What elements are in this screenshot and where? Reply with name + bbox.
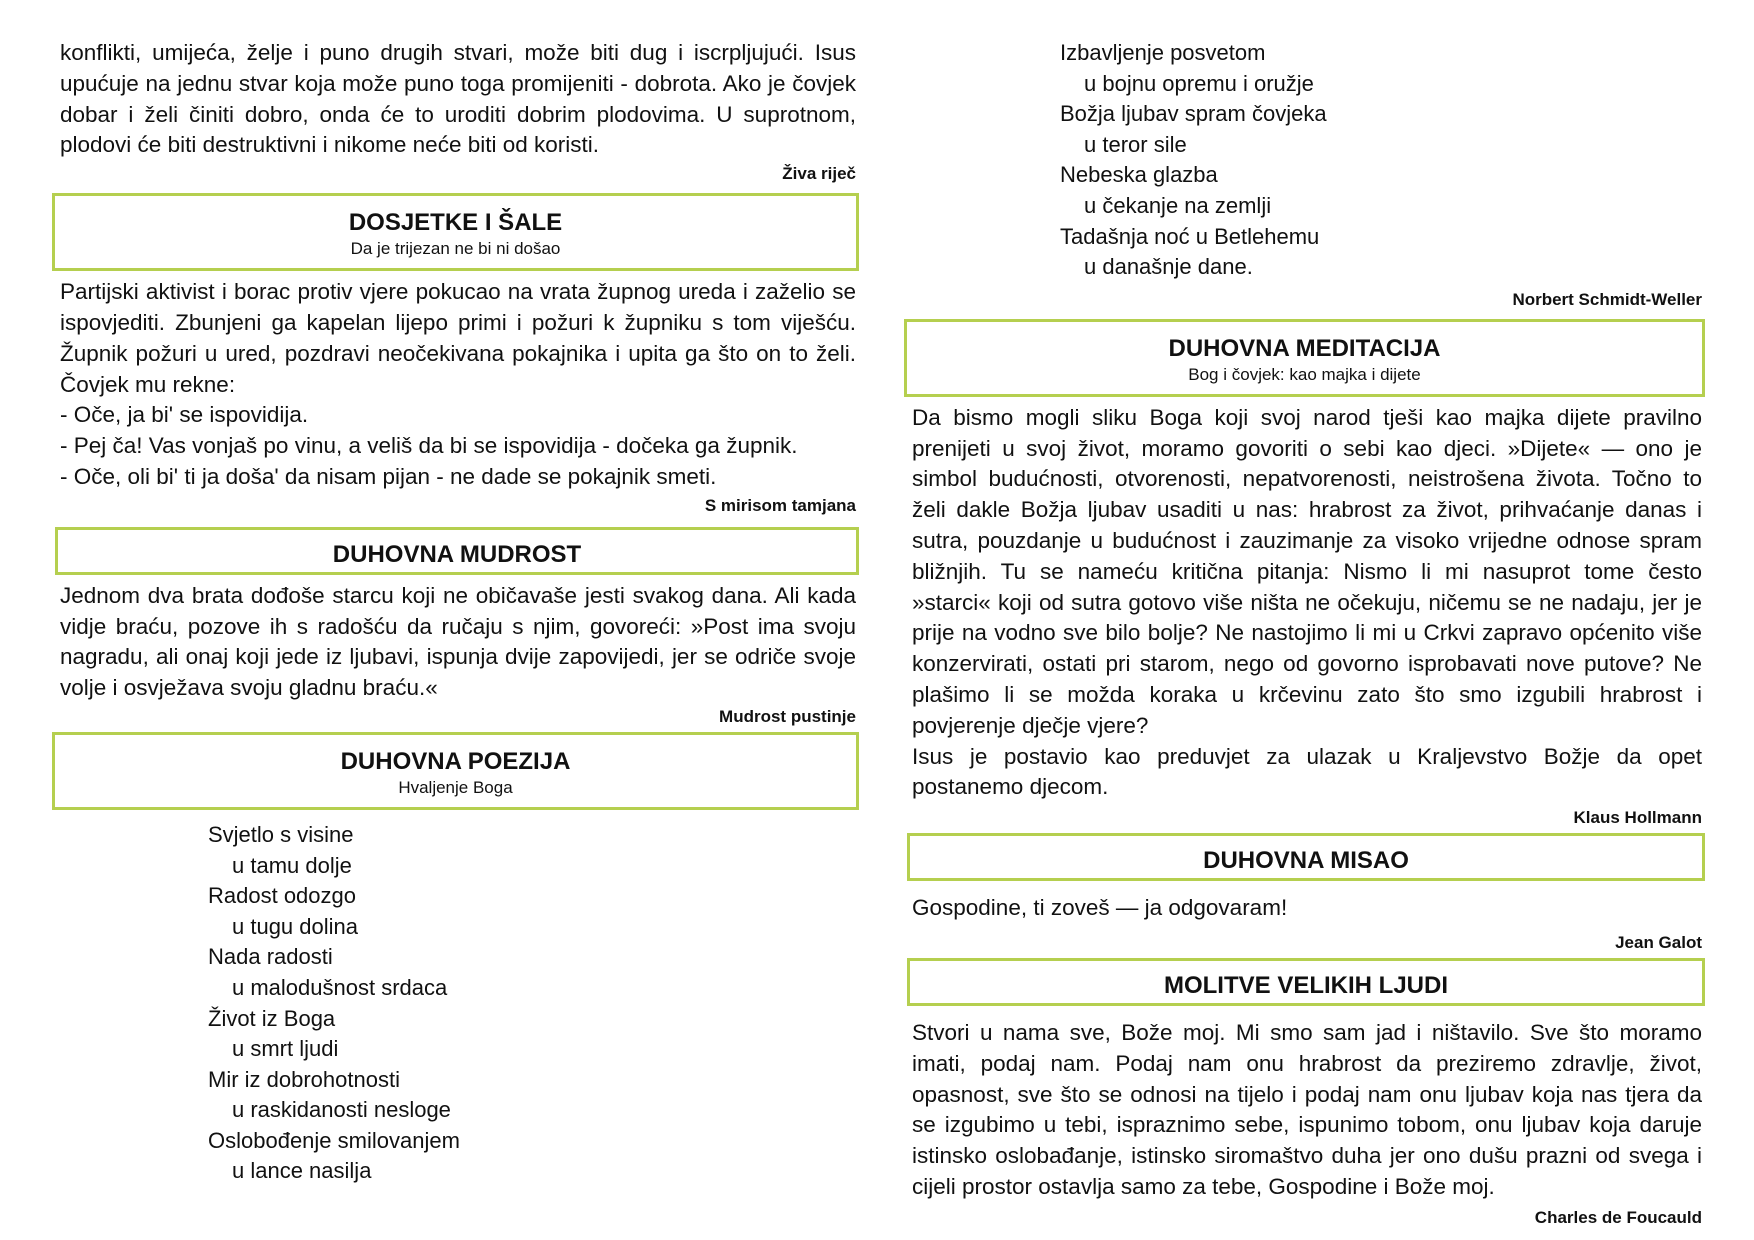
poem-line: Život iz Boga [208, 1005, 336, 1031]
meditation-body [912, 403, 1702, 831]
poem-stanza [1060, 160, 1702, 221]
meditation-header-box [904, 319, 1705, 397]
left-column [60, 38, 856, 1187]
poem-line: u današnje dane. [1084, 254, 1253, 280]
poem-stanza [208, 820, 856, 881]
poem-line: Nada radosti [208, 944, 333, 970]
jokes-title: DOSJETKE I ŠALE [348, 209, 563, 237]
wisdom-author: Mudrost pustinje [719, 706, 856, 726]
jokes-line: - Pej ča! Vas vonjaš po vinu, a veliš da bi se ispovidija - dočeka ga župnik. [60, 433, 798, 459]
poem-line: u tugu dolina [232, 913, 358, 939]
poem-line: Mir iz dobrohotnosti [208, 1066, 400, 1092]
poem-line: u smrt ljudi [232, 1036, 339, 1062]
prayers-body [912, 1018, 1702, 1231]
poem-line: u tamu dolje [232, 852, 352, 878]
poem-verses-continued [1060, 38, 1702, 283]
poem-stanza [208, 1065, 856, 1126]
poem-line: Božja ljubav spram čovjeka [1060, 101, 1327, 127]
poem-stanza [208, 1126, 856, 1187]
poem-line: Tadašnja noć u Betlehemu [1060, 223, 1320, 249]
wisdom-title: DUHOVNA MUDROST [332, 540, 582, 568]
meditation-paragraph: Da bismo mogli sliku Boga koji svoj narod tješi kao majka dijete pravilno prenijeti u svoj život, moramo govoriti o sebi kao djeci. »Dijete« — ono je simbol budućnosti, otvorenosti, nepatvorenosti, neistrošena života. Točno to želi dakle Božja ljubav usaditi u nas: hrabrost za život, prihvaćanje danas i sutra, pouzdanje u budućnost i zauzimanje za visoko vrijedne odnose spram bližnjih. Tu se nameću kritična pitanja: Nismo li mi nasuprot tome često »starci« koji od sutra gotovo više ništa ne očekuju, ničemu se ne nadaju, jer je prije na vodno sve bilo bolje? Ne nastojimo li mi u Crkvi zapravo općenito više konzervirati, ostati pri starom, nego od govorno isprobavati nove putove? Ne plašimo li se možda koraka u krčevinu zato što smo izgubili hrabrost i povjerenje dječje vjere? [912, 404, 1702, 738]
prayers-author: Charles de Foucauld [1534, 1207, 1702, 1227]
thought-author: Jean Galot [1615, 932, 1702, 952]
right-column [912, 38, 1702, 1231]
poem-stanza [208, 942, 856, 1003]
thought-body [912, 893, 1702, 956]
jokes-header-box [52, 193, 859, 271]
poem-stanza [1060, 99, 1702, 160]
poem-line: Nebeska glazba [1060, 162, 1218, 188]
poem-verses [208, 820, 856, 1187]
poem-stanza [208, 881, 856, 942]
prayers-title: MOLITVE VELIKIH LJUDI [1163, 971, 1448, 999]
poem-line: u lance nasilja [232, 1158, 372, 1184]
poem-line: Oslobođenje smilovanjem [208, 1127, 460, 1153]
intro-author: Živa riječ [782, 164, 856, 184]
poetry-header-box [52, 732, 859, 810]
wisdom-body [60, 581, 856, 730]
jokes-body [60, 277, 856, 519]
intro-paragraph: konflikti, umijeća, želje i puno drugih stvari, može biti dug i iscrpljujući. Isus upućuje na jednu stvar koja može puno toga promijeniti - dobrota. Ako je čovjek dobar i želi činiti dobro, onda će to uroditi dobrim plodovima. U suprotnom, plodovi će biti destruktivni i nikome neće biti od koristi. [60, 40, 856, 158]
poem-line: Izbavljenje posvetom [1060, 40, 1266, 65]
thought-text: Gospodine, ti zoveš — ja odgovaram! [912, 895, 1288, 921]
prayers-paragraph: Stvori u nama sve, Bože moj. Mi smo sam jad i ništavilo. Sve što moramo imati, podaj nam. Podaj nam onu hrabrost da preziremo zdravlje, život, opasnost, sve što se odnosi na tijelo i podaj nam onu ljubav koja nas tjera da se izgubimo u tebi, ispraznimo sebe, ispunimo tobom, onu ljubav koja daruje istinsko oslobađanje, istinsko siromaštvo duha jer ono dušu prazni od svega i cijeli prostor ostavlja samo za tebe, Gospodine i Bože moj. [912, 1019, 1702, 1199]
prayers-header-box [907, 958, 1705, 1006]
poetry-subtitle: Hvaljenje Boga [398, 777, 513, 797]
meditation-paragraph: Isus je postavio kao preduvjet za ulazak u Kraljevstvo Božje da opet postanemo djecom. [912, 743, 1702, 800]
poem-line: Svjetlo s visine [208, 821, 354, 847]
poetry-author: Norbert Schmidt-Weller [1512, 289, 1702, 309]
poem-stanza [208, 1004, 856, 1065]
jokes-line: - Oče, ja bi' se ispovidija. [60, 402, 309, 428]
wisdom-paragraph: Jednom dva brata dođoše starcu koji ne običavaše jesti svakog dana. Ali kada vidje braću, pozove ih s radošću da ručaju s njim, govoreći: »Post ima svoju nagradu, ali onaj koji jede iz ljubavi, ispunja dvije zapovijedi, jer se odriče svoje volje i osvježava svoju gladnu braću.« [60, 582, 856, 701]
poem-line: u čekanje na zemlji [1084, 192, 1272, 218]
meditation-subtitle: Bog i čovjek: kao majka i dijete [1188, 364, 1421, 384]
poem-line: u raskidanosti nesloge [232, 1097, 451, 1123]
poem-stanza [1060, 222, 1702, 283]
meditation-author: Klaus Hollmann [1573, 808, 1702, 828]
poem-line: u malodušnost srdaca [232, 974, 448, 1000]
meditation-title: DUHOVNA MEDITACIJA [1168, 334, 1441, 362]
thought-title: DUHOVNA MISAO [1203, 847, 1409, 875]
wisdom-header-box [55, 527, 859, 575]
poem-stanza [1060, 38, 1702, 99]
jokes-subtitle: Da je trijezan ne bi ni došao [350, 239, 561, 259]
jokes-paragraph: Partijski aktivist i borac protiv vjere pokucao na vrata župnog ureda i zaželio se ispovjediti. Zbunjeni ga kapelan lijepo primi i požuri k župniku s tom viješću. Župnik požuri u ured, pozdravi neočekivana pokajnika i upita ga što on to želi. Čovjek mu rekne: [60, 279, 856, 397]
jokes-author: S mirisom tamjana [704, 495, 856, 515]
poetry-title: DUHOVNA POEZIJA [340, 747, 571, 775]
poem-line: Radost odozgo [208, 883, 356, 909]
poem-line: u bojnu opremu i oružje [1084, 70, 1314, 96]
poem-line: u teror sile [1084, 131, 1187, 157]
thought-header-box [907, 833, 1705, 881]
jokes-line: - Oče, oli bi' ti ja doša' da nisam pijan - ne dade se pokajnik smeti. [60, 463, 717, 489]
